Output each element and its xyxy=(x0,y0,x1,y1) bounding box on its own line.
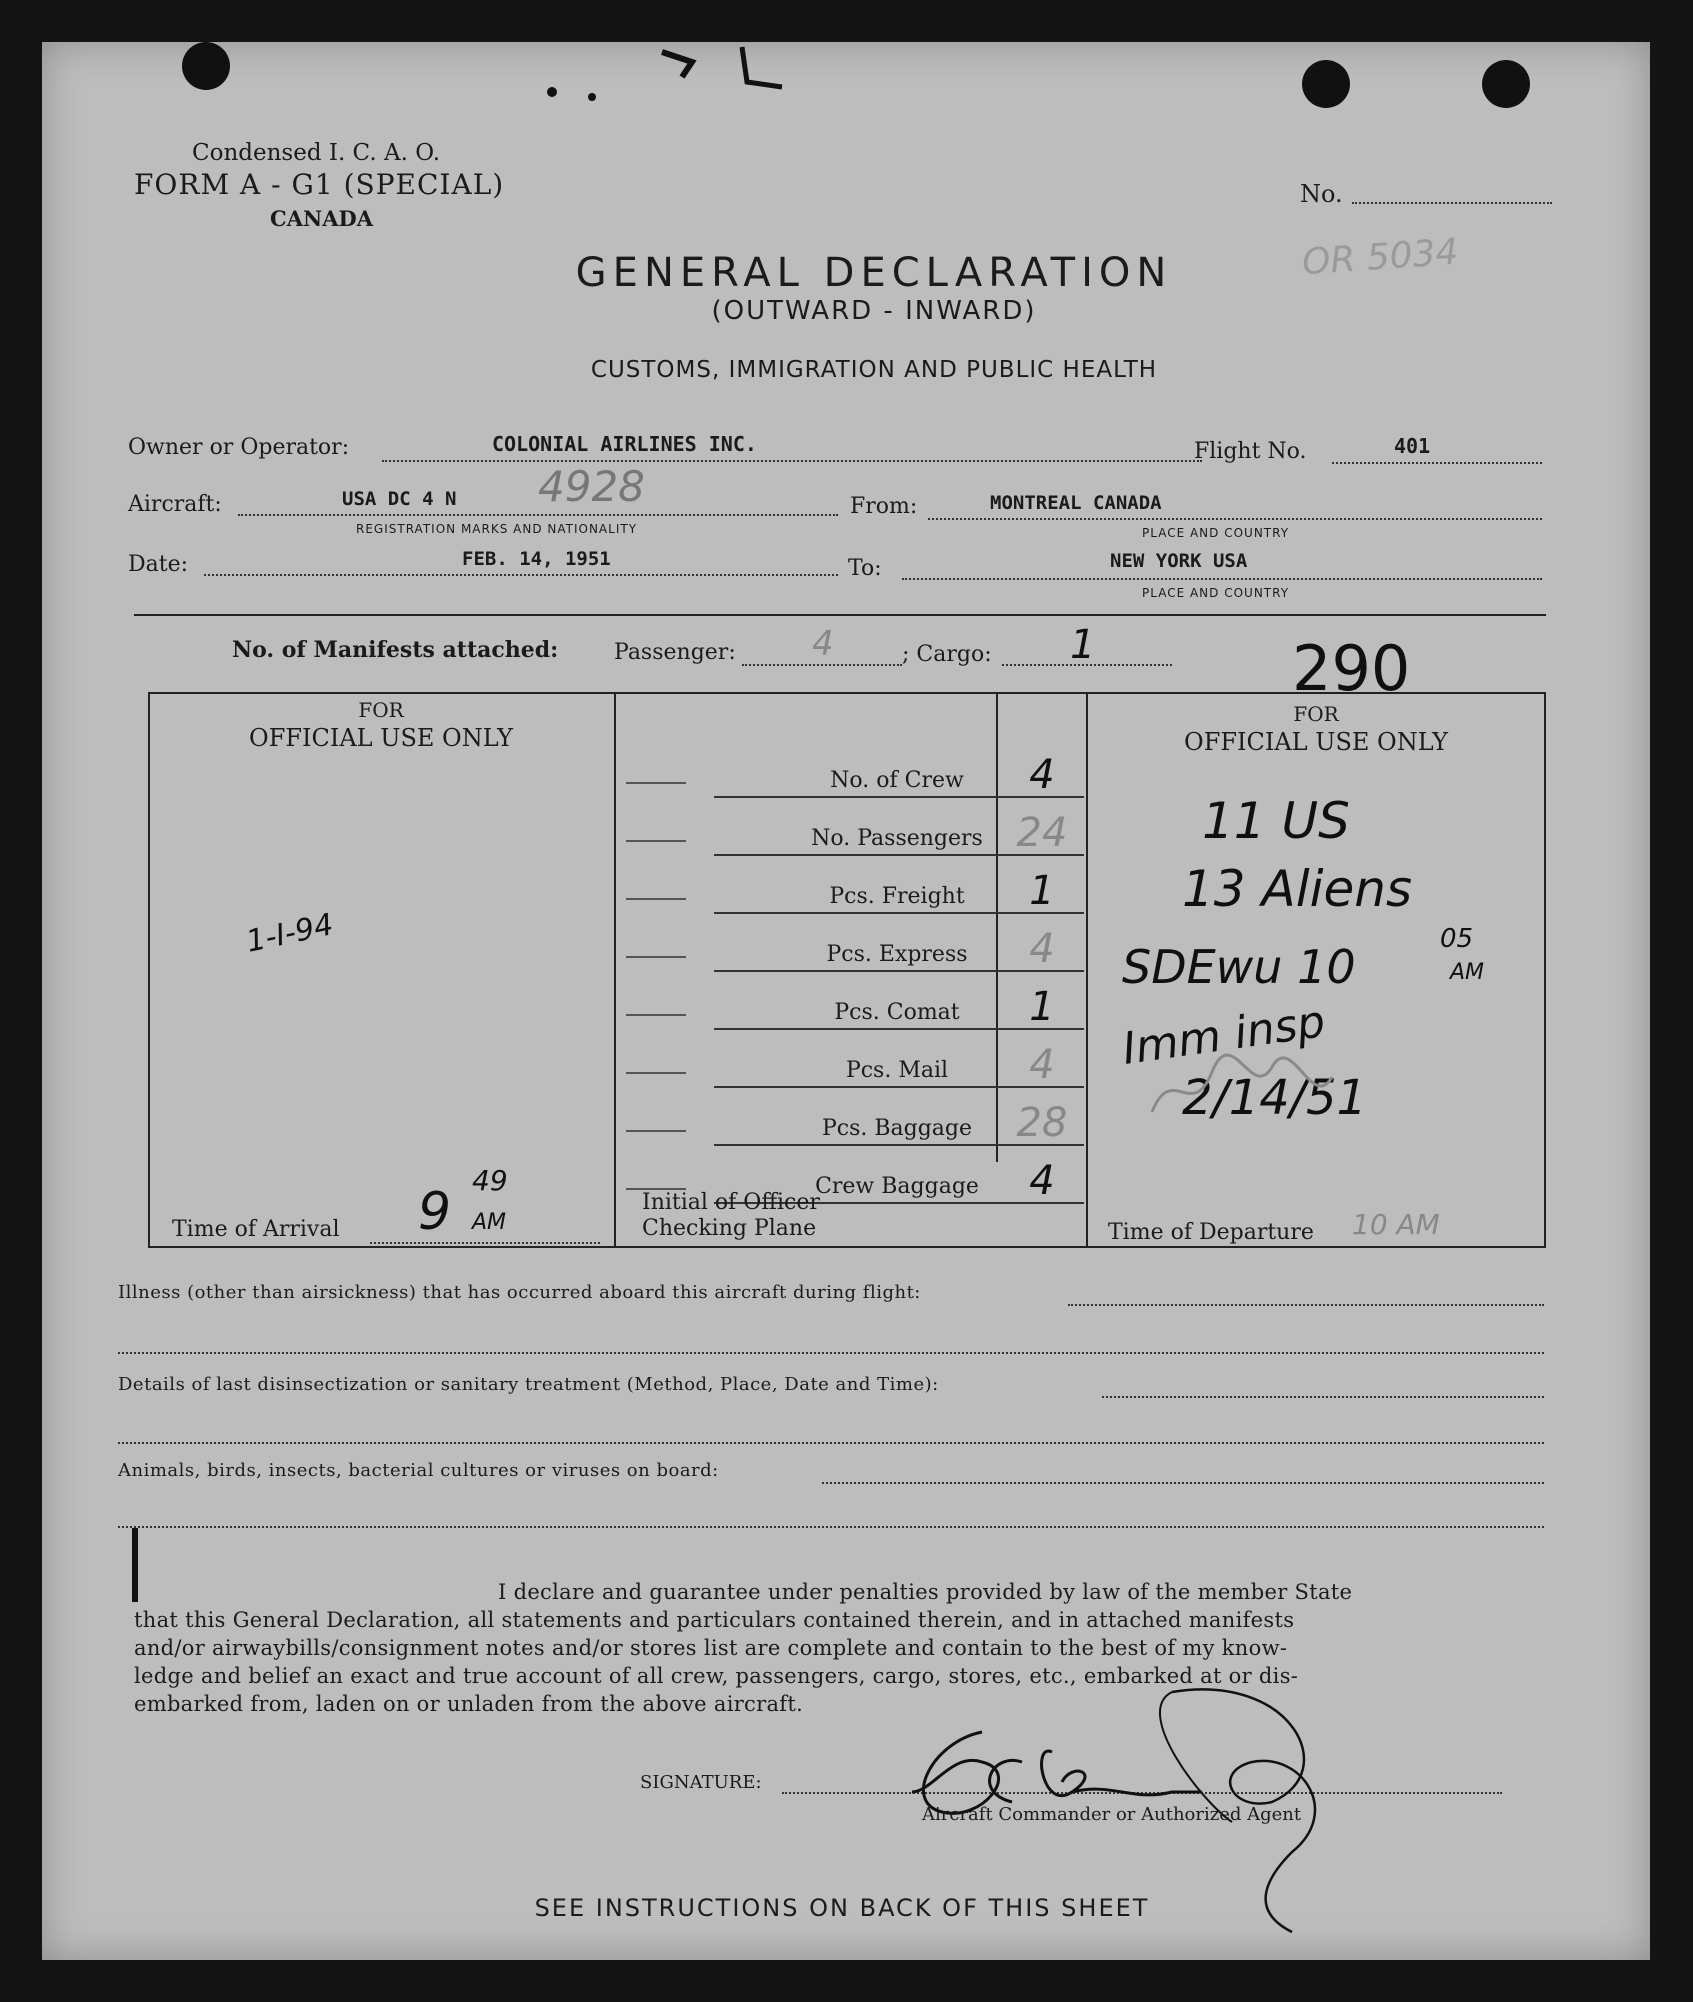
right-note-us: 11 US xyxy=(1202,792,1350,850)
to-label: To: xyxy=(848,556,882,581)
table-divider xyxy=(614,692,616,1248)
aircraft-caption: REGISTRATION MARKS AND NATIONALITY xyxy=(356,522,638,536)
right-note-date: 2/14/51 xyxy=(1182,1070,1368,1126)
initial-label1: Initial of Officer xyxy=(642,1190,820,1215)
manifests-label: No. of Manifests attached: xyxy=(232,637,559,663)
arrival-label: Time of Arrival xyxy=(172,1217,340,1242)
table-row-value: 28 xyxy=(1016,1100,1068,1146)
form-sheet xyxy=(42,42,1650,1960)
disinsect-line1 xyxy=(1102,1396,1544,1398)
declaration-line3: and/or airwaybills/consignment notes and/or stores list are complete and contain to the best of my know- xyxy=(134,1636,1288,1660)
table-row-dash xyxy=(626,956,686,958)
margin-bar xyxy=(132,1528,138,1602)
table-row-dash xyxy=(626,1072,686,1074)
departure-label: Time of Departure xyxy=(1108,1220,1314,1245)
aircraft-line xyxy=(238,514,838,516)
arrival-hour: 9 xyxy=(418,1182,452,1242)
right-note-insp: Imm insp xyxy=(1119,996,1329,1075)
table-row-label: Pcs. Express xyxy=(826,942,968,967)
initial-label2: Checking Plane xyxy=(642,1216,817,1241)
illness-line2 xyxy=(118,1352,1544,1354)
arrival-ampm: AM xyxy=(472,1210,507,1235)
table-row-value: 4 xyxy=(1029,1158,1055,1204)
table-divider xyxy=(996,692,998,1162)
arrival-line xyxy=(370,1242,600,1244)
passenger-value: 4 xyxy=(812,624,834,664)
animals-line2 xyxy=(118,1526,1544,1528)
date-label: Date: xyxy=(128,552,189,577)
table-row-label: Pcs. Freight xyxy=(829,884,965,909)
animals-question: Animals, birds, insects, bacterial cultures or viruses on board: xyxy=(118,1460,719,1481)
punch-hole xyxy=(1302,60,1350,108)
left-official-header1: FOR xyxy=(358,698,404,722)
from-caption: PLACE AND COUNTRY xyxy=(1142,526,1290,540)
right-note-officer: SDEwu 10 xyxy=(1122,940,1356,994)
right-official-header1: FOR xyxy=(1293,702,1339,726)
right-official-header2: OFFICIAL USE ONLY xyxy=(1184,728,1448,756)
table-row-label: Pcs. Baggage xyxy=(821,1116,973,1141)
top-marks xyxy=(522,42,822,112)
table-row-label: No. of Crew xyxy=(830,768,964,793)
table-row-label: No. Passengers xyxy=(811,826,983,851)
animals-line1 xyxy=(822,1482,1544,1484)
disinsect-question: Details of last disinsectization or sanitary treatment (Method, Place, Date and Time): xyxy=(118,1374,939,1395)
owner-line xyxy=(382,460,1202,462)
illness-question: Illness (other than airsickness) that has occurred aboard this aircraft during flight: xyxy=(118,1282,921,1303)
table-row-value: 1 xyxy=(1029,984,1055,1030)
to-caption: PLACE AND COUNTRY xyxy=(1142,586,1290,600)
punch-hole xyxy=(1482,60,1530,108)
date-value: FEB. 14, 1951 xyxy=(462,548,611,570)
owner-value: COLONIAL AIRLINES INC. xyxy=(492,432,757,456)
form-code-line1: Condensed I. C. A. O. xyxy=(192,140,441,166)
footer-instructions: SEE INSTRUCTIONS ON BACK OF THIS SHEET xyxy=(534,1894,1150,1922)
table-row-dash xyxy=(626,1014,686,1016)
from-line xyxy=(928,518,1542,520)
page-subtitle: (OUTWARD - INWARD) xyxy=(711,296,1037,326)
date-line xyxy=(204,574,838,576)
table-row-value: 4 xyxy=(1029,1042,1055,1088)
flight-line xyxy=(1332,462,1542,464)
number-field-line xyxy=(1352,202,1552,204)
aircraft-handwritten: 4928 xyxy=(538,462,645,511)
right-note-time-ampm: AM xyxy=(1450,960,1485,985)
cargo-value: 1 xyxy=(1070,622,1096,668)
to-line xyxy=(902,578,1542,580)
passenger-label: Passenger: xyxy=(614,640,736,665)
departure-value: 10 AM xyxy=(1352,1208,1440,1241)
form-code-line3: CANADA xyxy=(270,206,374,231)
table-row-value: 24 xyxy=(1016,810,1068,856)
page-title: GENERAL DECLARATION xyxy=(575,250,1173,296)
table-row-dash xyxy=(626,782,686,784)
declaration-line4: ledge and belief an exact and true account of all crew, passengers, cargo, stores, etc., embarked at or dis- xyxy=(134,1664,1299,1688)
aircraft-value: USA DC 4 N xyxy=(342,488,457,510)
declaration-line1: I declare and guarantee under penalties provided by law of the member State xyxy=(498,1580,1353,1604)
illness-line1 xyxy=(1068,1304,1544,1306)
table-row-label: Pcs. Mail xyxy=(845,1058,949,1083)
passenger-line xyxy=(742,664,902,666)
table-row-value: 4 xyxy=(1029,752,1055,798)
from-value: MONTREAL CANADA xyxy=(990,492,1162,514)
agency-line: CUSTOMS, IMMIGRATION AND PUBLIC HEALTH xyxy=(590,357,1158,383)
flight-label: Flight No. xyxy=(1194,439,1307,464)
punch-hole xyxy=(182,42,230,90)
number-label: No. xyxy=(1300,180,1343,208)
signature-caption: Aircraft Commander or Authorized Agent xyxy=(922,1804,1302,1825)
table-row-dash xyxy=(626,898,686,900)
aircraft-label: Aircraft: xyxy=(128,492,222,517)
table-row-label: Pcs. Comat xyxy=(834,1000,960,1025)
total-count: 290 xyxy=(1292,632,1411,705)
table-row-dash xyxy=(626,840,686,842)
left-official-header2: OFFICIAL USE ONLY xyxy=(249,724,513,752)
left-official-note: 1-I-94 xyxy=(243,907,337,960)
owner-label: Owner or Operator: xyxy=(128,435,350,460)
faint-signature xyxy=(1142,1042,1342,1132)
header-divider xyxy=(134,614,1546,616)
disinsect-line2 xyxy=(118,1442,1544,1444)
from-label: From: xyxy=(850,494,918,519)
declaration-line5: embarked from, laden on or unladen from the above aircraft. xyxy=(134,1692,804,1716)
table-row-value: 1 xyxy=(1029,868,1055,914)
arrival-minutes: 49 xyxy=(472,1164,508,1197)
cargo-label: ; Cargo: xyxy=(902,642,992,667)
table-row-dash xyxy=(626,1130,686,1132)
table-row-label: Crew Baggage xyxy=(815,1174,979,1199)
form-code-line2: FORM A - G1 (SPECIAL) xyxy=(134,168,505,201)
signature-label: SIGNATURE: xyxy=(640,1772,762,1793)
stamp-number: OR 5034 xyxy=(1300,231,1460,284)
right-note-time-sup: 05 xyxy=(1440,924,1474,954)
table-divider xyxy=(1086,692,1088,1248)
declaration-line2: that this General Declaration, all statements and particulars contained therein, and in attached manifests xyxy=(134,1608,1295,1632)
to-value: NEW YORK USA xyxy=(1110,550,1248,572)
table-row-value: 4 xyxy=(1029,926,1055,972)
flight-value: 401 xyxy=(1394,434,1431,458)
right-note-aliens: 13 Aliens xyxy=(1182,860,1413,918)
